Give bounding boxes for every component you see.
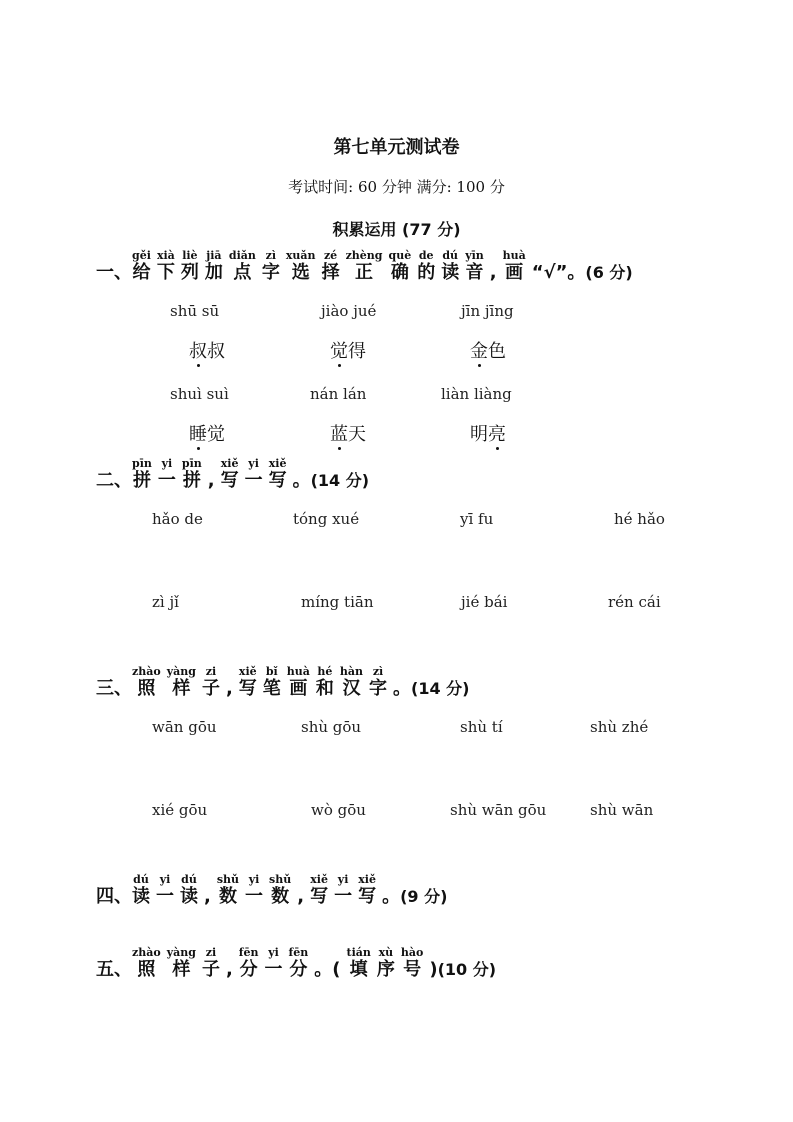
pinyin-annotation: yi: [161, 457, 173, 470]
word: 睡觉: [189, 424, 225, 445]
question-2-heading: [96, 458, 369, 492]
hanzi: ,: [225, 678, 233, 699]
hanzi: 填: [349, 959, 368, 980]
hanzi: 画: [289, 678, 308, 699]
pinyin-option: liàn liàng: [441, 385, 512, 403]
page-title: 第七单元测试卷: [333, 137, 460, 158]
hanzi: 音: [465, 262, 484, 283]
pinyin-annotation: pīn: [132, 457, 152, 470]
pinyin-annotation: yi: [268, 946, 279, 959]
question-tail: ): [429, 959, 438, 980]
ruby-char: [226, 947, 233, 981]
question-number: 五、: [96, 959, 132, 980]
word: 金色: [470, 341, 506, 362]
ruby-char: [208, 458, 215, 492]
ruby-char: [202, 947, 220, 981]
hanzi: 一: [245, 886, 264, 907]
ruby-char: [132, 458, 152, 492]
hanzi: 读: [132, 886, 150, 907]
ruby-char: [417, 250, 435, 284]
stroke-name: shù zhé: [590, 718, 649, 736]
word: 觉得: [330, 341, 366, 362]
ruby-char: [182, 458, 202, 492]
hanzi: 点: [233, 262, 252, 283]
ruby-char: [157, 250, 175, 284]
hanzi: 和: [315, 678, 334, 699]
question-1-heading: [96, 250, 633, 284]
ruby-char: [158, 458, 176, 492]
ruby-char: [316, 666, 334, 700]
ruby-char: [369, 666, 387, 700]
pinyin-annotation: zhào: [132, 946, 161, 959]
hanzi: 拼: [182, 470, 201, 491]
ruby-char: [346, 250, 383, 284]
pinyin-annotation: xiě: [310, 873, 328, 886]
ruby-char: [226, 666, 233, 700]
pinyin-option: shuì suì: [170, 385, 229, 403]
pinyin-annotation: hé: [317, 665, 333, 678]
question-tail: “√”。: [531, 262, 586, 283]
stroke-name: wān gōu: [152, 718, 217, 736]
ruby-char: [167, 947, 196, 981]
ruby-char: [322, 250, 340, 284]
pinyin-annotation: huà: [502, 249, 526, 262]
ruby-char: [181, 250, 199, 284]
word: 蓝天: [330, 424, 366, 445]
hanzi: 数: [271, 886, 290, 907]
ruby-char: [465, 250, 484, 284]
hanzi: 确: [390, 262, 409, 283]
stroke-name: shù gōu: [301, 718, 362, 736]
stroke-name: xié gōu: [152, 801, 208, 819]
ruby-char: [180, 874, 198, 908]
question-4-heading: [96, 874, 447, 908]
pinyin-annotation: fēn: [238, 946, 259, 959]
ruby-char: [401, 947, 423, 981]
question-number: 二、: [96, 470, 132, 491]
ruby-char: [310, 874, 328, 908]
pinyin-annotation: zi: [205, 665, 217, 678]
pinyin-option: shū sū: [170, 302, 220, 320]
question-score: (14 分): [411, 679, 470, 698]
ruby-char: [289, 947, 309, 981]
hanzi: 字: [369, 678, 388, 699]
pinyin-annotation: yi: [248, 457, 259, 470]
pinyin-annotation: dú: [133, 873, 149, 886]
pinyin-annotation: shǔ: [269, 873, 292, 886]
hanzi: 写: [238, 678, 257, 699]
hanzi: 择: [321, 262, 340, 283]
hanzi: ,: [489, 262, 497, 283]
pinyin-prompt: jié bái: [461, 593, 508, 611]
pinyin-annotation: xuǎn: [285, 249, 316, 262]
ruby-char: [441, 250, 459, 284]
stroke-name: shù wān: [590, 801, 654, 819]
ruby-char: [245, 874, 263, 908]
pinyin-annotation: zé: [323, 249, 338, 262]
pinyin-prompt: tóng xué: [293, 510, 360, 528]
pinyin-annotation: xià: [156, 249, 175, 262]
pinyin-annotation: què: [388, 249, 412, 262]
ruby-char: [132, 947, 161, 981]
pinyin-option: nán lán: [310, 385, 367, 403]
hanzi: 。(: [314, 959, 341, 980]
pinyin-annotation: xiě: [358, 873, 376, 886]
hanzi: 照: [137, 678, 156, 699]
pinyin-annotation: tián: [346, 946, 371, 959]
ruby-char: [490, 250, 497, 284]
pinyin-annotation: diǎn: [228, 249, 256, 262]
hanzi: 列: [180, 262, 199, 283]
pinyin-annotation: zhèng: [345, 249, 383, 262]
hanzi: 样: [172, 959, 191, 980]
question-number: 三、: [96, 678, 132, 699]
ruby-char: [286, 250, 316, 284]
pinyin-prompt: hé hǎo: [614, 510, 665, 528]
pinyin-annotation: bǐ: [265, 665, 278, 678]
pinyin-annotation: jiā: [206, 249, 222, 262]
hanzi: 数: [218, 886, 237, 907]
question-score: (9 分): [400, 887, 448, 906]
pinyin-annotation: zhào: [132, 665, 161, 678]
pinyin-prompt: yī fu: [460, 510, 494, 528]
ruby-char: [262, 250, 280, 284]
pinyin-prompt: míng tiān: [301, 593, 374, 611]
ruby-char: [340, 666, 363, 700]
pinyin-annotation: yàng: [166, 665, 196, 678]
pinyin-annotation: zì: [372, 665, 384, 678]
ruby-char: [204, 874, 211, 908]
word: 叔叔: [189, 341, 225, 362]
ruby-char: [269, 458, 287, 492]
pinyin-annotation: dú: [181, 873, 197, 886]
hanzi: 一: [157, 470, 176, 491]
question-5-heading: [96, 947, 496, 981]
hanzi: 分: [239, 959, 258, 980]
hanzi: 汉: [342, 678, 361, 699]
hanzi: 加: [204, 262, 223, 283]
pinyin-annotation: liè: [182, 249, 198, 262]
pinyin-annotation: gěi: [132, 249, 151, 262]
pinyin-annotation: dú: [442, 249, 459, 262]
hanzi: 子: [201, 959, 220, 980]
hanzi: 读: [180, 886, 198, 907]
pinyin-prompt: rén cái: [608, 593, 661, 611]
pinyin-prompt: hǎo de: [152, 510, 203, 528]
question-tail: 。: [382, 886, 401, 907]
hanzi: 字: [261, 262, 280, 283]
ruby-char: [167, 666, 196, 700]
pinyin-prompt: zì jǐ: [152, 593, 179, 611]
ruby-char: [132, 874, 150, 908]
hanzi: 一: [244, 470, 263, 491]
ruby-char: [314, 947, 340, 981]
ruby-char: [297, 874, 304, 908]
ruby-char: [202, 666, 220, 700]
pinyin-annotation: xiě: [220, 457, 239, 470]
hanzi: 一: [264, 959, 283, 980]
hanzi: 拼: [132, 470, 151, 491]
pinyin-annotation: yi: [248, 873, 260, 886]
hanzi: 选: [291, 262, 310, 283]
hanzi: 写: [358, 886, 377, 907]
question-number: 一、: [96, 262, 132, 283]
ruby-char: [217, 874, 239, 908]
ruby-char: [503, 250, 526, 284]
pinyin-annotation: shǔ: [216, 873, 240, 886]
hanzi: ,: [207, 470, 215, 491]
question-score: (6 分): [585, 263, 633, 282]
ruby-char: [287, 666, 310, 700]
hanzi: 读: [441, 262, 460, 283]
ruby-char: [346, 947, 370, 981]
hanzi: 分: [289, 959, 308, 980]
pinyin-annotation: hào: [400, 946, 424, 959]
question-tail: 。: [292, 470, 311, 491]
pinyin-annotation: yi: [159, 873, 171, 886]
pinyin-annotation: xù: [378, 946, 394, 959]
pinyin-annotation: xiě: [238, 665, 257, 678]
hanzi: 照: [137, 959, 156, 980]
ruby-char: [239, 666, 257, 700]
ruby-char: [358, 874, 376, 908]
pinyin-option: jīn jīng: [461, 302, 514, 320]
ruby-char: [377, 947, 395, 981]
pinyin-annotation: pīn: [181, 457, 202, 470]
stroke-name: shù wān gōu: [450, 801, 547, 819]
pinyin-annotation: fēn: [288, 946, 309, 959]
hanzi: 一: [334, 886, 353, 907]
hanzi: 子: [201, 678, 220, 699]
stroke-name: shù tí: [460, 718, 503, 736]
question-tail: 。: [393, 678, 412, 699]
pinyin-annotation: zì: [265, 249, 277, 262]
hanzi: 样: [172, 678, 191, 699]
exam-info: 考试时间: 60 分钟 满分: 100 分: [288, 178, 505, 196]
pinyin-annotation: hàn: [339, 665, 364, 678]
ruby-char: [334, 874, 352, 908]
pinyin-annotation: yàng: [166, 946, 196, 959]
ruby-char: [245, 458, 263, 492]
hanzi: 一: [156, 886, 174, 907]
pinyin-option: jiào jué: [321, 302, 377, 320]
hanzi: 下: [156, 262, 175, 283]
pinyin-annotation: de: [418, 249, 434, 262]
hanzi: 的: [417, 262, 436, 283]
pinyin-annotation: zi: [205, 946, 217, 959]
hanzi: 画: [505, 262, 524, 283]
question-3-heading: [96, 666, 470, 700]
question-number: 四、: [96, 886, 132, 907]
hanzi: 正: [355, 262, 374, 283]
ruby-char: [132, 250, 151, 284]
ruby-char: [269, 874, 291, 908]
ruby-char: [263, 666, 281, 700]
question-score: (14 分): [310, 471, 370, 490]
stroke-name: wò gōu: [311, 801, 366, 819]
hanzi: 写: [268, 470, 287, 491]
hanzi: ,: [297, 886, 305, 907]
pinyin-annotation: huà: [286, 665, 310, 678]
ruby-char: [389, 250, 412, 284]
ruby-char: [156, 874, 174, 908]
ruby-char: [229, 250, 256, 284]
word: 明亮: [470, 424, 506, 445]
hanzi: 写: [220, 470, 239, 491]
ruby-char: [239, 947, 259, 981]
ruby-char: [132, 666, 161, 700]
pinyin-annotation: yi: [337, 873, 349, 886]
pinyin-annotation: yīn: [465, 249, 484, 262]
ruby-char: [265, 947, 283, 981]
section-title: 积累运用 (77 分): [332, 220, 461, 239]
hanzi: 号: [403, 959, 422, 980]
hanzi: 序: [376, 959, 395, 980]
hanzi: ,: [225, 959, 233, 980]
hanzi: ,: [204, 886, 211, 907]
hanzi: 写: [310, 886, 329, 907]
hanzi: 给: [132, 262, 151, 283]
hanzi: 笔: [262, 678, 281, 699]
question-score: (10 分): [437, 960, 497, 979]
ruby-char: [205, 250, 223, 284]
ruby-char: [221, 458, 239, 492]
pinyin-annotation: xiě: [268, 457, 287, 470]
